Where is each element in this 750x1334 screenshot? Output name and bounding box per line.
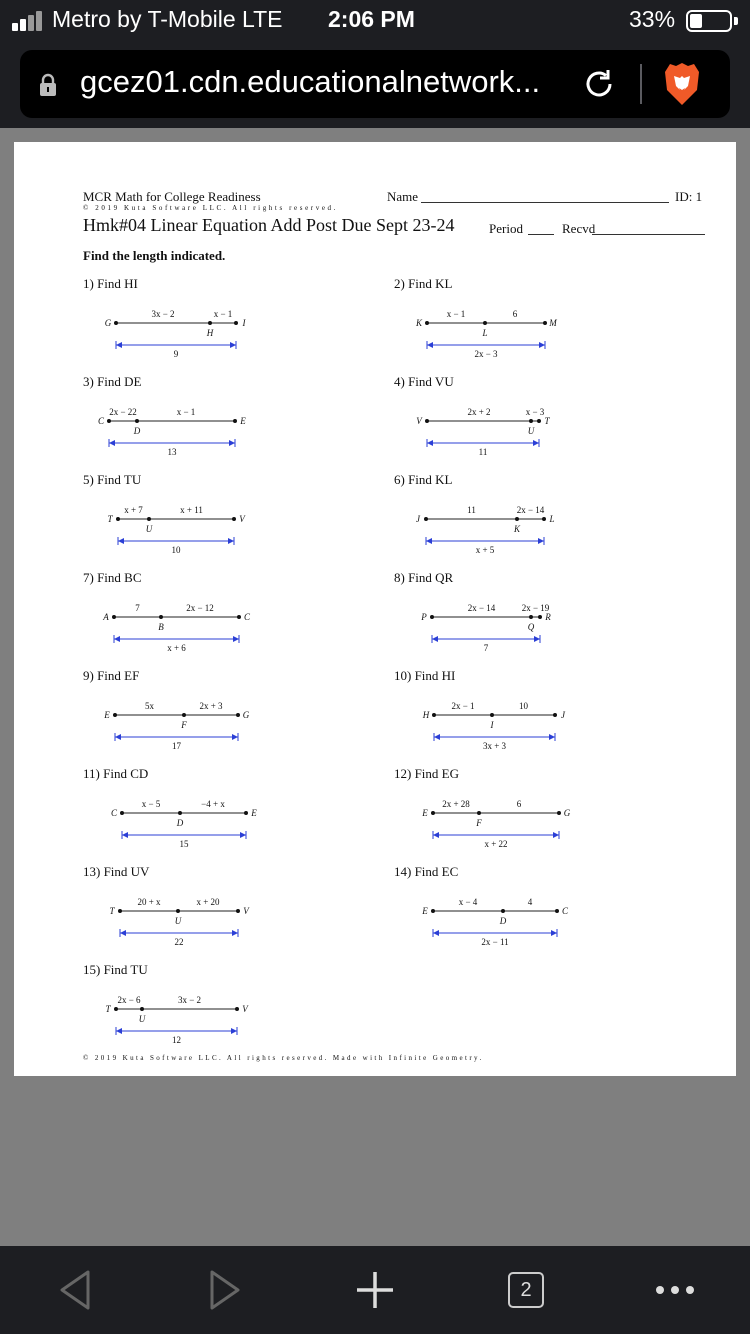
segment-expression: 2x − 12 <box>186 603 214 613</box>
point-label: E <box>104 710 110 720</box>
segment-point <box>542 517 546 521</box>
segment-point <box>140 1007 144 1011</box>
point-label: A <box>103 612 109 622</box>
copyright-bottom: © 2019 Kuta Software LLC. All rights reserved. Made with Infinite Geometry. <box>83 1054 484 1062</box>
point-label: T <box>544 416 550 426</box>
more-icon[interactable] <box>654 1268 696 1312</box>
recvd-label: Recvd <box>562 221 596 236</box>
segment-point <box>425 321 429 325</box>
point-label: J <box>561 710 565 720</box>
url-text[interactable]: gcez01.cdn.educationalnetwork... <box>80 64 541 99</box>
signal-strength-icon <box>12 11 46 31</box>
segment-expression: −4 + x <box>201 799 225 809</box>
segment-expression: 2x + 2 <box>467 407 491 417</box>
brave-lion-icon[interactable] <box>662 60 702 108</box>
back-icon[interactable] <box>56 1268 96 1312</box>
problem-label: 14) Find EC <box>394 864 459 879</box>
point-label: U <box>145 524 153 534</box>
point-label: G <box>563 808 571 818</box>
segment-expression: x + 7 <box>124 505 143 515</box>
total-length: 22 <box>174 937 184 947</box>
segment-point <box>432 713 436 717</box>
total-length: 2x − 3 <box>474 349 498 359</box>
segment-point <box>178 811 182 815</box>
total-length: x + 5 <box>475 545 495 555</box>
total-length: 3x + 3 <box>482 741 507 751</box>
segment-expression: 2x − 6 <box>117 995 141 1005</box>
total-length: 13 <box>167 447 177 457</box>
segment-point <box>182 713 186 717</box>
segment-expression: 3x − 2 <box>177 995 202 1005</box>
segment-diagram <box>114 1007 239 1035</box>
url-divider <box>640 64 642 104</box>
copyright-top: © 2019 Kuta Software LLC. All rights reserved. <box>83 204 338 212</box>
carrier-label: Metro by T-Mobile LTE <box>52 6 283 32</box>
segment-expression: 11 <box>467 505 476 515</box>
segment-point <box>236 713 240 717</box>
point-label: U <box>174 916 182 926</box>
segment-point <box>113 713 117 717</box>
segment-point <box>543 321 547 325</box>
segment-diagram <box>425 321 547 349</box>
id-label: ID: 1 <box>675 189 703 204</box>
battery-percentage: 33% <box>629 6 676 32</box>
segment-point <box>118 909 122 913</box>
status-bar <box>0 0 750 42</box>
point-label: V <box>243 906 249 916</box>
segment-expression: 2x + 3 <box>199 701 223 711</box>
point-label: V <box>242 1004 248 1014</box>
instructions: Find the length indicated. <box>83 248 226 263</box>
segment-expression: 2x − 14 <box>467 603 496 613</box>
problem-label: 15) Find TU <box>83 962 148 977</box>
point-label: C <box>110 808 118 818</box>
period-label: Period <box>489 221 523 236</box>
segment-point <box>538 615 542 619</box>
segment-point <box>236 909 240 913</box>
segment-point <box>425 419 429 423</box>
point-label: T <box>109 906 115 916</box>
segment-expression: x − 1 <box>176 407 196 417</box>
point-label: H <box>206 328 214 338</box>
point-label: H <box>422 710 430 720</box>
segment-diagram <box>430 615 542 643</box>
segment-expression: 20 + x <box>137 897 161 907</box>
segment-expression: x − 3 <box>525 407 545 417</box>
point-label: E <box>422 808 428 818</box>
forward-icon[interactable] <box>204 1268 244 1312</box>
segment-diagram <box>432 713 557 741</box>
total-length: 11 <box>478 447 488 457</box>
point-label: E <box>240 416 246 426</box>
segment-point <box>477 811 481 815</box>
point-label: V <box>239 514 245 524</box>
segment-diagram <box>425 419 541 447</box>
segment-expression: 2x − 19 <box>521 603 550 613</box>
clock: 2:06 PM <box>328 6 415 32</box>
point-label: T <box>107 514 113 524</box>
segment-expression: 7 <box>135 603 140 613</box>
point-label: J <box>416 514 420 524</box>
point-label: G <box>242 710 250 720</box>
point-label: E <box>251 808 257 818</box>
segment-point <box>557 811 561 815</box>
point-label: K <box>513 524 521 534</box>
segment-expression: x − 1 <box>446 309 466 319</box>
point-label: M <box>549 318 557 328</box>
problem-label: 6) Find KL <box>394 472 453 487</box>
total-length: 15 <box>179 839 189 849</box>
browser-chrome <box>0 0 750 128</box>
problem-label: 2) Find KL <box>394 276 453 291</box>
segment-expression: x − 5 <box>141 799 161 809</box>
point-label: F <box>476 818 482 828</box>
address-bar[interactable] <box>20 50 730 118</box>
segment-point <box>112 615 116 619</box>
segment-point <box>490 713 494 717</box>
problem-label: 3) Find DE <box>83 374 142 389</box>
new-tab-icon[interactable] <box>355 1268 395 1312</box>
segment-point <box>483 321 487 325</box>
battery-icon <box>686 10 732 32</box>
segment-diagram <box>424 517 546 545</box>
segment-diagram <box>120 811 248 839</box>
problem-label: 4) Find VU <box>394 374 454 389</box>
segment-point <box>116 517 120 521</box>
total-length: 7 <box>483 643 489 653</box>
segment-expression: 2x − 1 <box>451 701 475 711</box>
problem-label: 9) Find EF <box>83 668 140 683</box>
worksheet-page <box>14 142 736 1076</box>
problem-label: 11) Find CD <box>83 766 149 781</box>
point-label: L <box>482 328 488 338</box>
segment-point <box>237 615 241 619</box>
period-line <box>528 234 554 235</box>
segment-diagram <box>113 713 240 741</box>
course-name: MCR Math for College Readiness <box>83 189 261 204</box>
segment-point <box>107 419 111 423</box>
point-label: I <box>490 720 494 730</box>
segment-point <box>114 1007 118 1011</box>
point-label: E <box>422 906 428 916</box>
point-label: U <box>527 426 535 436</box>
segment-point <box>431 811 435 815</box>
point-label: I <box>242 318 246 328</box>
problem-label: 13) Find UV <box>83 864 150 879</box>
problem-label: 10) Find HI <box>394 668 456 683</box>
segment-expression: 2x + 28 <box>442 799 470 809</box>
point-label: C <box>97 416 105 426</box>
segment-point <box>114 321 118 325</box>
segment-point <box>501 909 505 913</box>
problem-label: 7) Find BC <box>83 570 142 585</box>
problem-label: 5) Find TU <box>83 472 142 487</box>
point-label: B <box>158 622 164 632</box>
segment-point <box>208 321 212 325</box>
total-length: 2x − 11 <box>481 937 509 947</box>
segment-point <box>529 419 533 423</box>
point-label: D <box>499 916 507 926</box>
total-length: 9 <box>173 349 179 359</box>
browser-toolbar <box>0 1246 750 1334</box>
segment-diagram <box>116 517 236 545</box>
segment-expression: x − 4 <box>458 897 478 907</box>
segment-diagram <box>107 419 237 447</box>
segment-expression: 5x <box>145 701 154 711</box>
segment-diagram <box>118 909 240 937</box>
segment-expression: 4 <box>527 897 533 907</box>
total-length: x + 22 <box>484 839 508 849</box>
name-label: Name <box>387 189 419 204</box>
segment-expression: 6 <box>512 309 518 319</box>
point-label: D <box>176 818 184 828</box>
segment-expression: 6 <box>516 799 522 809</box>
point-label: C <box>561 906 569 916</box>
segment-point <box>431 909 435 913</box>
point-label: F <box>181 720 187 730</box>
total-length: 10 <box>171 545 181 555</box>
point-label: V <box>416 416 422 426</box>
segment-point <box>244 811 248 815</box>
point-label: R <box>545 612 551 622</box>
segment-expression: x − 1 <box>213 309 233 319</box>
problem-label: 12) Find EG <box>394 766 459 781</box>
point-label: T <box>105 1004 111 1014</box>
segment-diagram <box>431 811 561 839</box>
segment-expression: x + 20 <box>196 897 220 907</box>
segment-point <box>120 811 124 815</box>
segment-point <box>147 517 151 521</box>
tabs-icon[interactable]: 2 <box>508 1272 544 1308</box>
segment-point <box>235 1007 239 1011</box>
recvd-line <box>592 234 705 235</box>
total-length: 17 <box>172 741 181 751</box>
segment-expression: x + 11 <box>180 505 203 515</box>
problem-label: 1) Find HI <box>83 276 138 291</box>
segment-diagram <box>114 321 238 349</box>
point-label: D <box>133 426 141 436</box>
segment-point <box>529 615 533 619</box>
total-length: 12 <box>172 1035 181 1045</box>
total-length: x + 6 <box>167 643 186 653</box>
segment-point <box>515 517 519 521</box>
segment-point <box>553 713 557 717</box>
segment-expression: 10 <box>519 701 528 711</box>
segment-diagram <box>112 615 241 643</box>
point-label: G <box>104 318 112 328</box>
point-label: L <box>549 514 555 524</box>
point-label: Q <box>527 622 535 632</box>
worksheet-title: Hmk#04 Linear Equation Add Post Due Sept 23-24 <box>83 215 455 235</box>
segment-point <box>537 419 541 423</box>
point-label: K <box>415 318 423 328</box>
segment-point <box>233 419 237 423</box>
point-label: P <box>421 612 427 622</box>
segment-point <box>176 909 180 913</box>
reload-icon[interactable] <box>582 67 616 101</box>
segment-expression: 3x − 2 <box>151 309 175 319</box>
segment-point <box>430 615 434 619</box>
segment-point <box>159 615 163 619</box>
problem-label: 8) Find QR <box>394 570 454 585</box>
segment-expression: 2x − 22 <box>109 407 137 417</box>
point-label: C <box>243 612 251 622</box>
name-line <box>421 202 669 203</box>
segment-expression: 2x − 14 <box>516 505 545 515</box>
segment-point <box>424 517 428 521</box>
lock-icon <box>38 73 58 97</box>
segment-point <box>555 909 559 913</box>
segment-point <box>232 517 236 521</box>
segment-diagram <box>431 909 559 937</box>
segment-point <box>135 419 139 423</box>
segment-point <box>234 321 238 325</box>
point-label: U <box>138 1014 146 1024</box>
